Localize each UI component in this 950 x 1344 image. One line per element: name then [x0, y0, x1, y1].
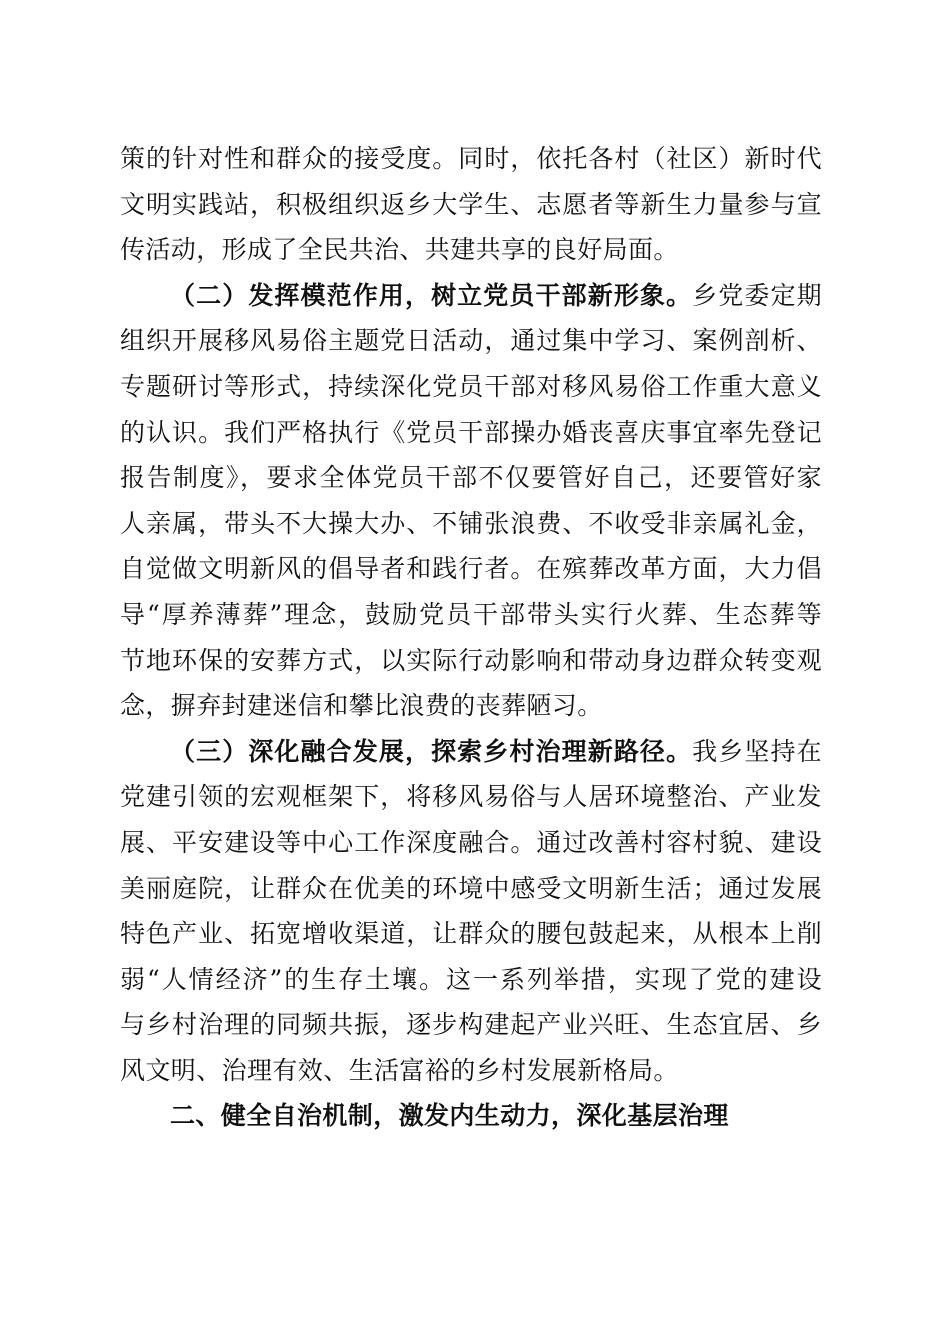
text-line: 自觉做文明新风的倡导者和践行者。在殡葬改革方面，大力倡 [120, 554, 822, 584]
text-line: 风文明、治理有效、生活富裕的乡村发展新格局。 [120, 1055, 679, 1085]
text-line: 与乡村治理的同频共振，逐步构建起产业兴旺、生态宜居、乡 [120, 1010, 822, 1040]
paragraph-text: 乡党委定期 [692, 280, 822, 310]
paragraph-heading: （二）发挥模范作用，树立党员干部新形象。 [170, 280, 693, 310]
text-line: 文明实践站，积极组织返乡大学生、志愿者等新生力量参与宣 [120, 189, 822, 219]
paragraph-3 [120, 729, 822, 1094]
paragraph-first-line [120, 729, 822, 775]
text-line: 策的针对性和群众的接受度。同时，依托各村（社区）新时代 [120, 144, 822, 173]
section-heading: 二、健全自治机制，激发内生动力，深化基层治理 [170, 1101, 729, 1131]
paragraph-2 [120, 273, 822, 729]
text-line: 弱“人情经济”的生存土壤。这一系列举措，实现了党的建设 [120, 964, 822, 994]
text-line: 导“厚养薄葬”理念，鼓励党员干部带头实行火葬、生态葬等 [120, 599, 822, 629]
text-line: 组织开展移风易俗主题党日活动，通过集中学习、案例剖析、 [120, 326, 822, 356]
text-line: 的认识。我们严格执行《党员干部操办婚丧喜庆事宜率先登记 [120, 417, 822, 447]
paragraph-text: 我乡坚持在 [692, 736, 822, 766]
paragraph-1 [120, 136, 822, 273]
text-line: 人亲属，带头不大操大办、不铺张浪费、不收受非亲属礼金， [120, 508, 822, 538]
text-line: 特色产业、拓宽增收渠道，让群众的腰包鼓起来，从根本上削 [120, 919, 822, 949]
document-page [120, 136, 822, 1139]
paragraph-first-line [120, 273, 822, 319]
text-line: 党建引领的宏观框架下，将移风易俗与人居环境整治、产业发 [120, 782, 822, 812]
text-line: 展、平安建设等中心工作深度融合。通过改善村容村貌、建设 [120, 827, 822, 857]
text-line: 念，摒弃封建迷信和攀比浪费的丧葬陋习。 [120, 691, 603, 721]
text-line: 节地环保的安葬方式，以实际行动影响和带动身边群众转变观 [120, 645, 822, 675]
text-line: 专题研讨等形式，持续深化党员干部对移风易俗工作重大意义 [120, 371, 822, 401]
text-line: 美丽庭院，让群众在优美的环境中感受文明新生活；通过发展 [120, 873, 822, 903]
text-line: 报告制度》，要求全体党员干部不仅要管好自己，还要管好家 [120, 463, 822, 493]
paragraph-heading: （三）深化融合发展，探索乡村治理新路径。 [170, 736, 693, 766]
text-line: 传活动，形成了全民共治、共建共享的良好局面。 [120, 235, 679, 265]
